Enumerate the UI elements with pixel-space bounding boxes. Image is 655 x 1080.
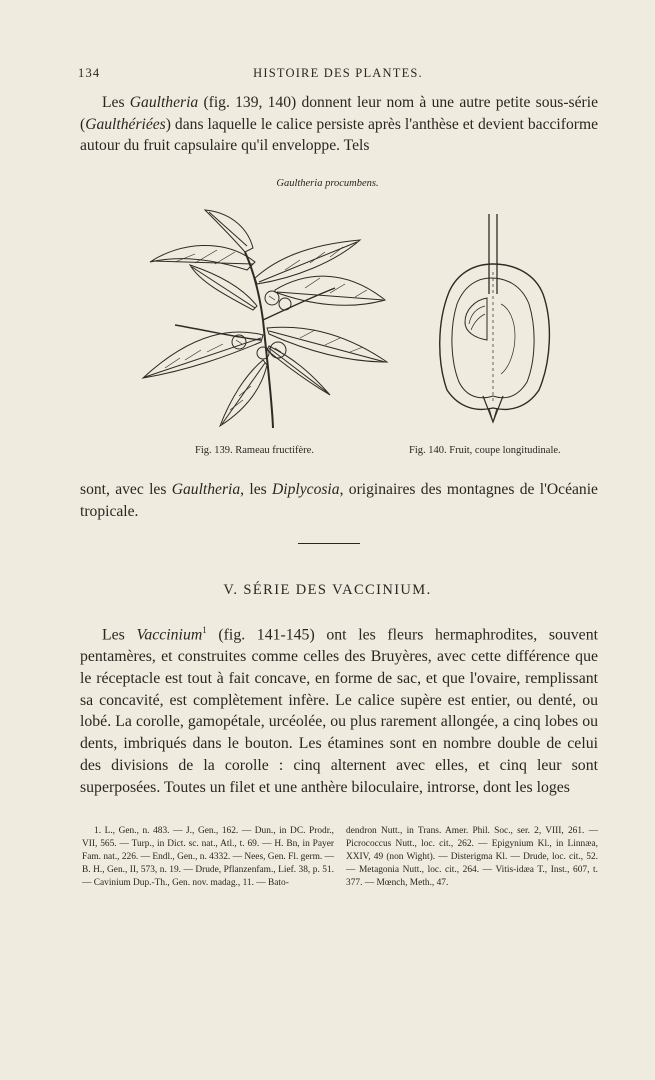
fruiting-branch-illustration — [135, 200, 395, 435]
genus-name: Gaultheria — [129, 94, 199, 111]
page-number: 134 — [78, 66, 101, 80]
continuation-paragraph: sont, avec les Gaultheria, les Diplycosia, originaires des montagnes de l'Océanie tropicale. — [80, 481, 598, 520]
footnote-right-column: dendron Nutt., in Trans. Amer. Phil. Soc., ser. 2, VIII, 261. — Picrococcus Nutt., loc. cit., 262. — Epigynium Kl., in Linnæa, XXIV, 49 (non Wight). — Disterigma Kl. — Drude, loc. cit., 52. — Metagonia Nutt., loc. cit., 264. — Vitis-idæa T., Inst., 607, t. 377. — Mœnch, Meth., 47. — [346, 826, 598, 889]
figure-species-caption: Gaultheria procumbens. — [276, 178, 379, 189]
running-header — [78, 66, 598, 84]
vaccinium-paragraph: Les Vaccinium$^1$ (fig. 141-145) ont les fleurs hermaphrodites, souvent pentamères, et construites comme celles des Bruyères, avec cette différence que le réceptacle est tout à fait concave, en forme de sac, et que l'ovaire, remplissant sa concavité, est complètement infère. Le calice supère est entier, ou denté, ou lobé. La corolle, gamopétale, urcéolée, ou plus rarement allongée, a cinq lobes ou dents, imbriqués dans le bouton. Les étamines sont en nombre double de celui des divisions de la corolle : cinq alternent avec elles, et cinq leur sont superposées. Toutes un filet et une anthère biloculaire, introrse, dont les loges — [80, 625, 598, 796]
footnote-reference: 1 — [202, 625, 207, 635]
genus-name: Vaccinium — [136, 626, 203, 644]
genus-name: Gaultheria — [171, 481, 241, 498]
figure-140-caption: Fig. 140. Fruit, coupe longitudinale. — [409, 445, 561, 456]
subseries-name: Gaulthériées — [85, 115, 166, 133]
genus-name: Diplycosia — [272, 481, 340, 498]
section-divider — [298, 543, 360, 544]
fruit-section-illustration — [435, 212, 555, 434]
section-heading: V. SÉRIE DES VACCINIUM. — [223, 582, 432, 598]
footnote-left-column: 1. L., Gen., n. 483. — J., Gen., 162. — Dun., in DC. Prodr., VII, 565. — Turp., in Dict. sc. nat., Atl., t. 69. — H. Bn, in Payer Fam. nat., 226. — Endl., Gen., n. 4332. — Nees, Gen. Fl. germ. — B. H., Gen., II, 573, n. 19. — Drude, Pflanzenfam., Lief. 38, p. 51. — Cavinium Dup.-Th., Gen. nov. madag., 11. — Bato- — [82, 826, 334, 889]
running-title: HISTOIRE DES PLANTES. — [253, 66, 423, 80]
figure-139-caption: Fig. 139. Rameau fructifère. — [195, 445, 314, 456]
intro-paragraph: Les Gaultheria (fig. 139, 140) donnent leur nom à une autre petite sous-série (Gaulthériées) dans laquelle le calice persiste après l'anthèse et devient bacciforme autour du fruit capsulaire qu'il enveloppe. Tels — [80, 94, 598, 154]
